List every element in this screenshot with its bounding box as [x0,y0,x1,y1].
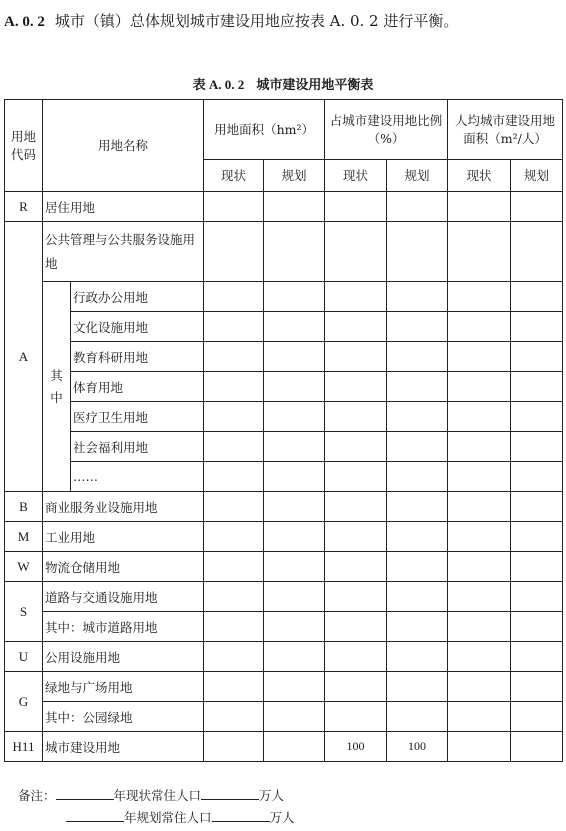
land-name: 绿地与广场用地 [43,672,204,702]
year-blank [66,809,124,822]
header-code: 用地代码 [5,100,43,192]
note-line-current [18,787,284,805]
note-text: 年现状常住人口 [113,788,202,803]
note-text: 年规划常住人口 [124,810,212,825]
table-caption [0,74,566,93]
table-row [5,492,563,522]
land-code: W [5,552,43,582]
table-row [5,672,563,702]
header-planned: 规划 [387,160,448,192]
land-name: 商业服务业设施用地 [43,492,204,522]
header-planned: 规划 [511,160,563,192]
land-code: S [5,582,43,642]
land-code: R [5,192,43,222]
table-number: 表 A. 0. 2 [192,77,245,92]
table-row [5,282,563,312]
table-row [5,402,563,432]
table-row [5,702,563,732]
land-subname: 教育科研用地 [71,342,204,372]
land-subname: 行政办公用地 [71,282,204,312]
land-name: 公共管理与公共服务设施用地 [43,222,204,282]
table-row [5,222,563,282]
land-code: H11 [5,732,43,762]
land-subname: 医疗卫生用地 [71,402,204,432]
land-subname: 体育用地 [71,372,204,402]
land-name: 居住用地 [43,192,204,222]
table-row [5,552,563,582]
population-blank [212,809,270,822]
table-row [5,582,563,612]
table-row [5,462,563,492]
land-code: G [5,672,43,732]
clause-text: 城市（镇）总体规划城市建设用地应按表 A. 0. 2 进行平衡。 [54,12,459,30]
table-row [5,522,563,552]
land-subname: 其中：城市道路用地 [43,612,204,642]
table-row [5,732,563,762]
land-name: 物流仓储用地 [43,552,204,582]
land-name: 道路与交通设施用地 [43,582,204,612]
note-line-planned [66,809,295,827]
land-subname: 文化设施用地 [71,312,204,342]
intro-paragraph [4,6,560,37]
table-row [5,372,563,402]
table-row [5,312,563,342]
land-code: B [5,492,43,522]
clause-number: A. 0. 2 [4,14,45,30]
note-unit: 万人 [259,788,285,803]
table-row [5,192,563,222]
table-row [5,432,563,462]
header-percap: 人均城市建设用地面积（m²/人） [448,100,563,160]
land-code: M [5,522,43,552]
table-row [5,342,563,372]
header-ratio: 占城市建设用地比例（%） [325,100,448,160]
ratio-planned-value: 100 [387,732,448,762]
land-code: A [5,222,43,492]
land-subname: 其中：公园绿地 [43,702,204,732]
header-name: 用地名称 [43,100,204,192]
year-blank [56,787,114,800]
population-blank [201,787,259,800]
header-planned: 规划 [264,160,325,192]
header-current: 现状 [204,160,264,192]
land-name: 城市建设用地 [43,732,204,762]
header-row [5,100,563,160]
subcategory-label: 其中 [43,282,71,492]
land-subname: 社会福利用地 [71,432,204,462]
land-balance-table [4,99,563,762]
land-name: 工业用地 [43,522,204,552]
table-row [5,642,563,672]
land-code: U [5,642,43,672]
header-current: 现状 [325,160,387,192]
note-label: 备注： [18,788,56,803]
header-area: 用地面积（hm²） [204,100,325,160]
note-unit: 万人 [269,810,295,825]
table-row [5,612,563,642]
header-current: 现状 [448,160,511,192]
table-title: 城市建设用地平衡表 [256,78,374,93]
land-subname: …… [71,462,204,492]
ratio-current-value: 100 [325,732,387,762]
land-name: 公用设施用地 [43,642,204,672]
